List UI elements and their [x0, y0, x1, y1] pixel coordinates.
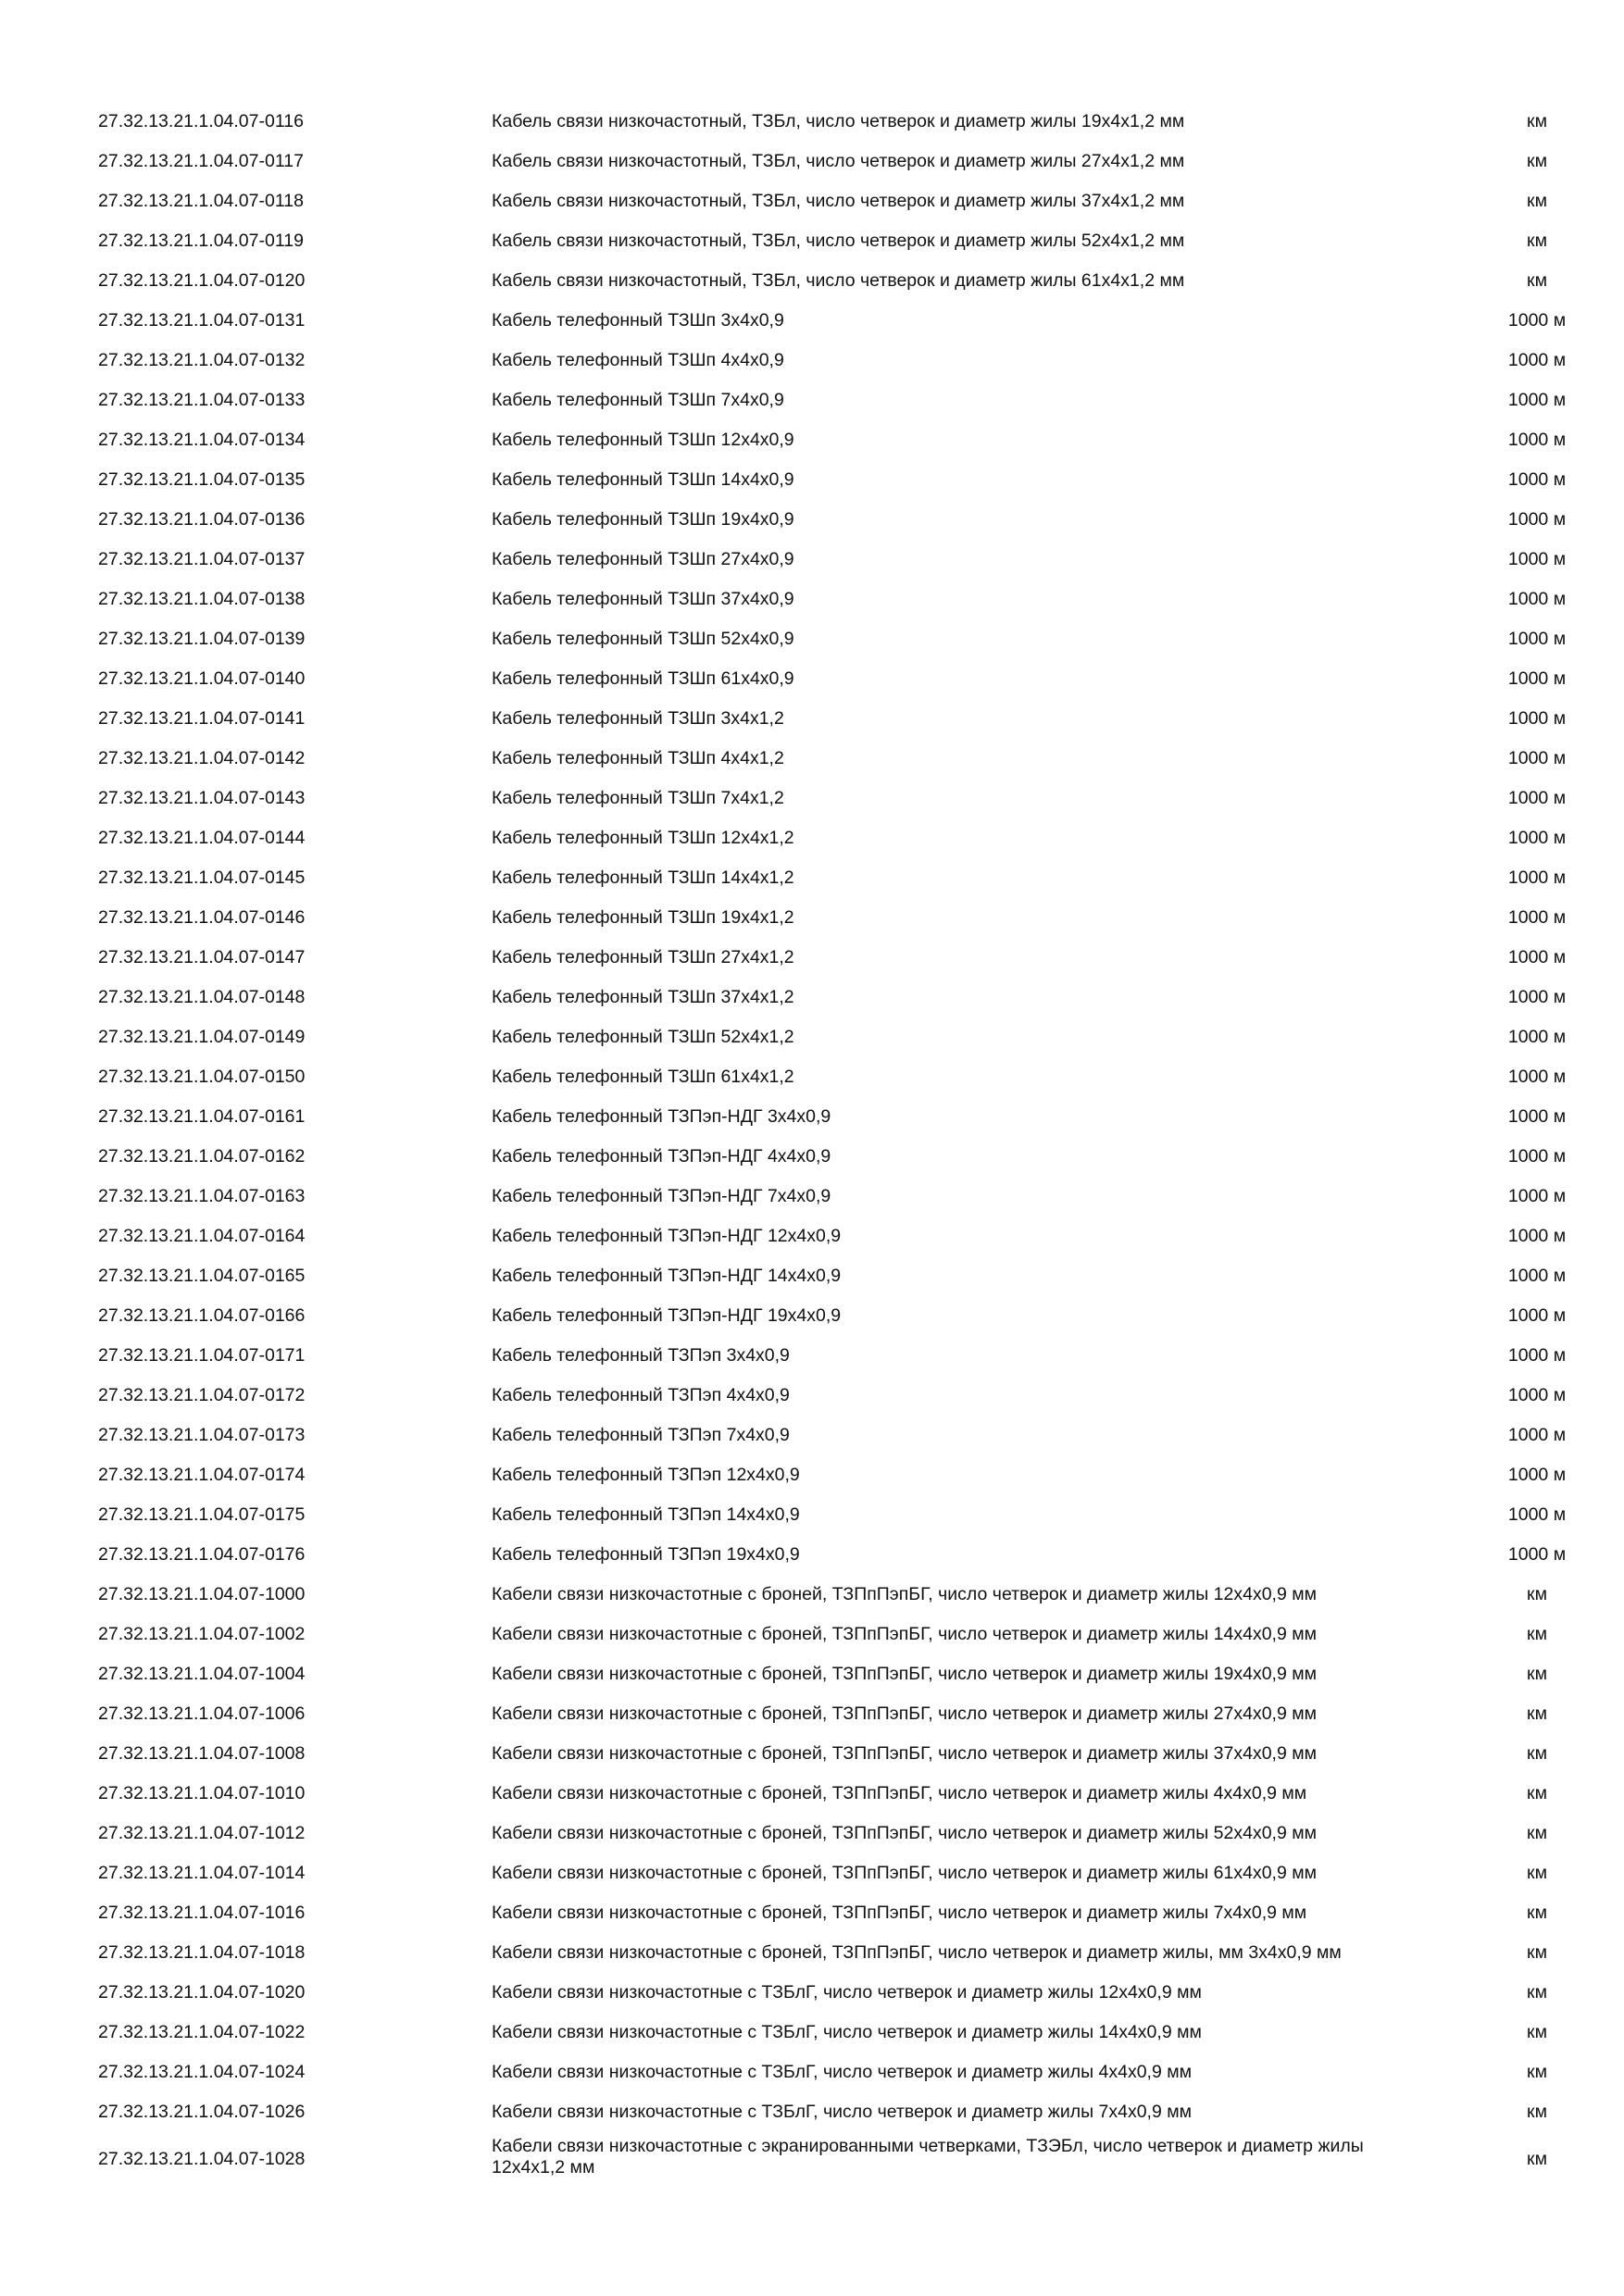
- name-cell: Кабель телефонный ТЗПэп 3х4х0,9: [492, 1345, 790, 1366]
- name-cell: Кабель телефонный ТЗШп 27х4х1,2: [492, 947, 794, 967]
- name-cell: Кабель телефонный ТЗШп 7х4х1,2: [492, 788, 784, 808]
- table-row: [0, 1694, 1624, 1734]
- name-cell: Кабели связи низкочастотные с броней, ТЗПпПэпБГ, число четверок и диаметр жилы 19х4х0,9 мм: [492, 1664, 1318, 1684]
- table-row: [0, 779, 1624, 818]
- unit-cell: 1000 м: [1507, 390, 1567, 410]
- code-cell: 27.32.13.21.1.04.07-0140: [98, 668, 306, 689]
- table-row: [0, 739, 1624, 779]
- code-cell: 27.32.13.21.1.04.07-0164: [98, 1226, 306, 1246]
- code-cell: 27.32.13.21.1.04.07-0143: [98, 788, 306, 808]
- table-row: [0, 1814, 1624, 1853]
- table-row: [0, 1376, 1624, 1416]
- code-cell: 27.32.13.21.1.04.07-0149: [98, 1027, 306, 1047]
- code-cell: 27.32.13.21.1.04.07-0138: [98, 589, 306, 609]
- table-row: [0, 1336, 1624, 1376]
- code-cell: 27.32.13.21.1.04.07-0174: [98, 1465, 306, 1485]
- name-cell: Кабели связи низкочастотные с ТЗБлГ, число четверок и диаметр жилы 12х4х0,9 мм: [492, 1982, 1202, 2003]
- unit-cell: 1000 м: [1507, 1305, 1567, 1326]
- code-cell: 27.32.13.21.1.04.07-1002: [98, 1624, 306, 1644]
- name-cell: Кабель телефонный ТЗПэп-НДГ 4х4х0,9: [492, 1146, 831, 1167]
- table-row: [0, 500, 1624, 540]
- unit-cell: 1000 м: [1507, 788, 1567, 808]
- unit-cell: 1000 м: [1507, 828, 1567, 848]
- table-row: [0, 978, 1624, 1017]
- name-cell: Кабели связи низкочастотные с экранированными четверками, ТЗЭБл, число четверок и диаметр жилы 12х4х1,2 мм: [492, 2136, 1364, 2177]
- name-cell: Кабель телефонный ТЗШп 52х4х1,2: [492, 1027, 794, 1047]
- unit-cell: км: [1527, 231, 1547, 251]
- name-cell: Кабель связи низкочастотный, ТЗБл, число четверок и диаметр жилы 27х4х1,2 мм: [492, 151, 1185, 171]
- code-cell: 27.32.13.21.1.04.07-0144: [98, 828, 306, 848]
- unit-cell: км: [1527, 1863, 1547, 1883]
- table-row: [0, 1535, 1624, 1575]
- unit-cell: 1000 м: [1507, 1385, 1567, 1405]
- name-cell: Кабели связи низкочастотные с броней, ТЗПпПэпБГ, число четверок и диаметр жилы 7х4х0,9 мм: [492, 1903, 1307, 1923]
- table-row: [0, 1017, 1624, 1057]
- code-cell: 27.32.13.21.1.04.07-0139: [98, 629, 306, 649]
- name-cell: Кабель связи низкочастотный, ТЗБл, число четверок и диаметр жилы 61х4х1,2 мм: [492, 270, 1185, 291]
- code-cell: 27.32.13.21.1.04.07-0166: [98, 1305, 306, 1326]
- table-row: [0, 1853, 1624, 1893]
- table-row: [0, 1057, 1624, 1097]
- unit-cell: км: [1527, 2022, 1547, 2042]
- name-cell: Кабели связи низкочастотные с броней, ТЗПпПэпБГ, число четверок и диаметр жилы 61х4х0,9 мм: [492, 1863, 1318, 1883]
- code-cell: 27.32.13.21.1.04.07-1024: [98, 2062, 306, 2082]
- unit-cell: км: [1527, 151, 1547, 171]
- name-cell: Кабель телефонный ТЗПэп 12х4х0,9: [492, 1465, 800, 1485]
- table-row: [0, 2013, 1624, 2053]
- name-cell: Кабель связи низкочастотный, ТЗБл, число четверок и диаметр жилы 37х4х1,2 мм: [492, 191, 1185, 211]
- name-cell: Кабели связи низкочастотные с ТЗБлГ, число четверок и диаметр жилы 4х4х0,9 мм: [492, 2062, 1193, 2082]
- code-cell: 27.32.13.21.1.04.07-0118: [98, 191, 304, 211]
- code-cell: 27.32.13.21.1.04.07-1016: [98, 1903, 306, 1923]
- unit-cell: 1000 м: [1507, 1504, 1567, 1525]
- unit-cell: 1000 м: [1507, 430, 1567, 450]
- unit-cell: 1000 м: [1507, 987, 1567, 1007]
- code-cell: 27.32.13.21.1.04.07-0163: [98, 1186, 306, 1206]
- table-row: [0, 1217, 1624, 1256]
- unit-cell: 1000 м: [1507, 907, 1567, 928]
- name-cell: Кабель телефонный ТЗПэп-НДГ 14х4х0,9: [492, 1266, 842, 1286]
- unit-cell: 1000 м: [1507, 1465, 1567, 1485]
- name-cell: Кабели связи низкочастотные с броней, ТЗПпПэпБГ, число четверок и диаметр жилы 37х4х0,9 мм: [492, 1743, 1318, 1764]
- name-cell: Кабели связи низкочастотные с ТЗБлГ, число четверок и диаметр жилы 14х4х0,9 мм: [492, 2022, 1202, 2042]
- table-row: [0, 1296, 1624, 1336]
- table-row: [0, 1734, 1624, 1774]
- unit-cell: км: [1527, 2062, 1547, 2082]
- name-cell: Кабели связи низкочастотные с броней, ТЗПпПэпБГ, число четверок и диаметр жилы, мм 3х4х0,9 мм: [492, 1942, 1342, 1963]
- unit-cell: 1000 м: [1507, 867, 1567, 888]
- code-cell: 27.32.13.21.1.04.07-1006: [98, 1703, 306, 1724]
- unit-cell: 1000 м: [1507, 1027, 1567, 1047]
- table-row: [0, 580, 1624, 619]
- unit-cell: 1000 м: [1507, 310, 1567, 331]
- table-row: [0, 221, 1624, 261]
- code-cell: 27.32.13.21.1.04.07-0148: [98, 987, 306, 1007]
- name-cell: Кабель телефонный ТЗШп 3х4х0,9: [492, 310, 784, 331]
- name-cell: Кабель связи низкочастотный, ТЗБл, число четверок и диаметр жилы 52х4х1,2 мм: [492, 231, 1185, 251]
- name-cell: Кабель телефонный ТЗШп 52х4х0,9: [492, 629, 794, 649]
- table-row: [0, 2092, 1624, 2132]
- name-cell: Кабели связи низкочастотные с броней, ТЗПпПэпБГ, число четверок и диаметр жилы 4х4х0,9 мм: [492, 1783, 1307, 1803]
- code-cell: 27.32.13.21.1.04.07-0120: [98, 270, 306, 291]
- code-cell: 27.32.13.21.1.04.07-0133: [98, 390, 306, 410]
- unit-cell: км: [1527, 1903, 1547, 1923]
- table-row: [0, 659, 1624, 699]
- table-row: [0, 381, 1624, 420]
- unit-cell: км: [1527, 1703, 1547, 1724]
- table-row: [0, 818, 1624, 858]
- unit-cell: 1000 м: [1507, 708, 1567, 729]
- unit-cell: км: [1527, 1942, 1547, 1963]
- table-row: [0, 102, 1624, 142]
- name-cell: Кабель телефонный ТЗШп 12х4х1,2: [492, 828, 794, 848]
- unit-cell: 1000 м: [1507, 1544, 1567, 1565]
- unit-cell: 1000 м: [1507, 1186, 1567, 1206]
- code-cell: 27.32.13.21.1.04.07-0176: [98, 1544, 306, 1565]
- name-cell: Кабель телефонный ТЗШп 12х4х0,9: [492, 430, 794, 450]
- name-cell: Кабель телефонный ТЗШп 19х4х1,2: [492, 907, 794, 928]
- unit-cell: 1000 м: [1507, 1345, 1567, 1366]
- unit-cell: км: [1527, 1823, 1547, 1843]
- code-cell: 27.32.13.21.1.04.07-1000: [98, 1584, 306, 1604]
- unit-cell: 1000 м: [1507, 947, 1567, 967]
- code-cell: 27.32.13.21.1.04.07-0137: [98, 549, 306, 569]
- name-cell: Кабели связи низкочастотные с броней, ТЗПпПэпБГ, число четверок и диаметр жилы 52х4х0,9 мм: [492, 1823, 1318, 1843]
- table-row: [0, 460, 1624, 500]
- unit-cell: км: [1527, 111, 1547, 131]
- unit-cell: 1000 м: [1507, 350, 1567, 370]
- name-cell: Кабели связи низкочастотные с ТЗБлГ, число четверок и диаметр жилы 7х4х0,9 мм: [492, 2102, 1193, 2122]
- name-cell: Кабели связи низкочастотные с броней, ТЗПпПэпБГ, число четверок и диаметр жилы 27х4х0,9 мм: [492, 1703, 1318, 1724]
- unit-cell: 1000 м: [1507, 629, 1567, 649]
- unit-cell: 1000 м: [1507, 1226, 1567, 1246]
- table-row: [0, 341, 1624, 381]
- table-row: [0, 1893, 1624, 1933]
- name-cell: Кабель телефонный ТЗПэп-НДГ 12х4х0,9: [492, 1226, 842, 1246]
- table-row: [0, 2053, 1624, 2092]
- code-cell: 27.32.13.21.1.04.07-0134: [98, 430, 306, 450]
- name-cell: Кабель телефонный ТЗПэп 14х4х0,9: [492, 1504, 800, 1525]
- table-row: [0, 1973, 1624, 2013]
- code-cell: 27.32.13.21.1.04.07-0161: [98, 1106, 306, 1127]
- code-cell: 27.32.13.21.1.04.07-0171: [98, 1345, 306, 1366]
- table-row: [0, 1256, 1624, 1296]
- unit-cell: 1000 м: [1507, 469, 1567, 490]
- unit-cell: 1000 м: [1507, 1106, 1567, 1127]
- code-cell: 27.32.13.21.1.04.07-0116: [98, 111, 304, 131]
- code-cell: 27.32.13.21.1.04.07-1008: [98, 1743, 306, 1764]
- unit-cell: км: [1527, 1743, 1547, 1764]
- code-cell: 27.32.13.21.1.04.07-1026: [98, 2102, 306, 2122]
- name-cell: Кабель телефонный ТЗПэп-НДГ 19х4х0,9: [492, 1305, 842, 1326]
- code-cell: 27.32.13.21.1.04.07-1018: [98, 1942, 306, 1963]
- table-row: [0, 301, 1624, 341]
- name-cell: Кабель телефонный ТЗШп 19х4х0,9: [492, 509, 794, 530]
- code-cell: 27.32.13.21.1.04.07-1028: [98, 2149, 306, 2169]
- table-row: [0, 1416, 1624, 1455]
- code-cell: 27.32.13.21.1.04.07-1020: [98, 1982, 306, 2003]
- table-row: [0, 699, 1624, 739]
- code-cell: 27.32.13.21.1.04.07-1022: [98, 2022, 306, 2042]
- code-cell: 27.32.13.21.1.04.07-0135: [98, 469, 306, 490]
- code-cell: 27.32.13.21.1.04.07-1010: [98, 1783, 306, 1803]
- table-row: [0, 261, 1624, 301]
- code-cell: 27.32.13.21.1.04.07-0131: [98, 310, 306, 331]
- name-cell: Кабель телефонный ТЗШп 14х4х1,2: [492, 867, 794, 888]
- table-row: [0, 1933, 1624, 1973]
- name-cell: Кабели связи низкочастотные с броней, ТЗПпПэпБГ, число четверок и диаметр жилы 14х4х0,9 мм: [492, 1624, 1318, 1644]
- name-cell: Кабель телефонный ТЗПэп-НДГ 3х4х0,9: [492, 1106, 831, 1127]
- code-cell: 27.32.13.21.1.04.07-1004: [98, 1664, 306, 1684]
- unit-cell: 1000 м: [1507, 1067, 1567, 1087]
- name-cell: Кабель телефонный ТЗПэп 19х4х0,9: [492, 1544, 800, 1565]
- unit-cell: 1000 м: [1507, 1266, 1567, 1286]
- table-row: [0, 1177, 1624, 1217]
- unit-cell: км: [1527, 1584, 1547, 1604]
- code-cell: 27.32.13.21.1.04.07-0119: [98, 231, 304, 251]
- code-cell: 27.32.13.21.1.04.07-0136: [98, 509, 306, 530]
- name-cell: Кабель телефонный ТЗШп 27х4х0,9: [492, 549, 794, 569]
- unit-cell: 1000 м: [1507, 668, 1567, 689]
- table-row: [0, 619, 1624, 659]
- name-cell: Кабели связи низкочастотные с броней, ТЗПпПэпБГ, число четверок и диаметр жилы 12х4х0,9 мм: [492, 1584, 1318, 1604]
- unit-cell: 1000 м: [1507, 549, 1567, 569]
- code-cell: 27.32.13.21.1.04.07-0162: [98, 1146, 306, 1167]
- unit-cell: 1000 м: [1507, 1146, 1567, 1167]
- unit-cell: км: [1527, 1664, 1547, 1684]
- code-cell: 27.32.13.21.1.04.07-0175: [98, 1504, 306, 1525]
- table-row: [0, 898, 1624, 938]
- table-row: [0, 420, 1624, 460]
- table-row: [0, 181, 1624, 221]
- unit-cell: 1000 м: [1507, 748, 1567, 768]
- unit-cell: км: [1527, 2102, 1547, 2122]
- code-cell: 27.32.13.21.1.04.07-0142: [98, 748, 306, 768]
- code-cell: 27.32.13.21.1.04.07-1014: [98, 1863, 306, 1883]
- code-cell: 27.32.13.21.1.04.07-0141: [98, 708, 306, 729]
- name-cell: Кабель телефонный ТЗШп 61х4х1,2: [492, 1067, 794, 1087]
- table-row: [0, 1575, 1624, 1615]
- table-row: [0, 1774, 1624, 1814]
- unit-cell: 1000 м: [1507, 509, 1567, 530]
- unit-cell: км: [1527, 270, 1547, 291]
- unit-cell: км: [1527, 1624, 1547, 1644]
- table-row: [0, 938, 1624, 978]
- name-cell: Кабель телефонный ТЗШп 37х4х0,9: [492, 589, 794, 609]
- table-row: [0, 1455, 1624, 1495]
- name-cell: Кабель телефонный ТЗШп 61х4х0,9: [492, 668, 794, 689]
- name-cell: Кабель телефонный ТЗПэп 4х4х0,9: [492, 1385, 790, 1405]
- code-cell: 27.32.13.21.1.04.07-0165: [98, 1266, 306, 1286]
- code-cell: 27.32.13.21.1.04.07-0173: [98, 1425, 306, 1445]
- table-row: [0, 142, 1624, 181]
- table-row: [0, 1654, 1624, 1694]
- code-cell: 27.32.13.21.1.04.07-0145: [98, 867, 306, 888]
- code-cell: 27.32.13.21.1.04.07-0117: [98, 151, 304, 171]
- table-row: [0, 2132, 1624, 2188]
- name-cell: Кабель телефонный ТЗШп 37х4х1,2: [492, 987, 794, 1007]
- unit-cell: км: [1527, 191, 1547, 211]
- table-row: [0, 1495, 1624, 1535]
- table-row: [0, 858, 1624, 898]
- name-cell: Кабель телефонный ТЗШп 14х4х0,9: [492, 469, 794, 490]
- name-cell: Кабель телефонный ТЗПэп 7х4х0,9: [492, 1425, 790, 1445]
- name-cell: Кабель телефонный ТЗШп 3х4х1,2: [492, 708, 784, 729]
- name-cell: Кабель телефонный ТЗПэп-НДГ 7х4х0,9: [492, 1186, 831, 1206]
- name-cell: Кабель телефонный ТЗШп 4х4х0,9: [492, 350, 784, 370]
- name-cell: Кабель телефонный ТЗШп 4х4х1,2: [492, 748, 784, 768]
- table-row: [0, 1615, 1624, 1654]
- name-cell: Кабель связи низкочастотный, ТЗБл, число четверок и диаметр жилы 19х4х1,2 мм: [492, 111, 1185, 131]
- table-row: [0, 1097, 1624, 1137]
- price-table: [0, 102, 1624, 2188]
- unit-cell: 1000 м: [1507, 1425, 1567, 1445]
- code-cell: 27.32.13.21.1.04.07-0150: [98, 1067, 306, 1087]
- unit-cell: км: [1527, 1783, 1547, 1803]
- name-cell: Кабель телефонный ТЗШп 7х4х0,9: [492, 390, 784, 410]
- code-cell: 27.32.13.21.1.04.07-0132: [98, 350, 306, 370]
- unit-cell: км: [1527, 2149, 1547, 2169]
- code-cell: 27.32.13.21.1.04.07-0146: [98, 907, 306, 928]
- unit-cell: 1000 м: [1507, 589, 1567, 609]
- code-cell: 27.32.13.21.1.04.07-0147: [98, 947, 306, 967]
- table-row: [0, 540, 1624, 580]
- code-cell: 27.32.13.21.1.04.07-1012: [98, 1823, 306, 1843]
- code-cell: 27.32.13.21.1.04.07-0172: [98, 1385, 306, 1405]
- unit-cell: км: [1527, 1982, 1547, 2003]
- table-row: [0, 1137, 1624, 1177]
